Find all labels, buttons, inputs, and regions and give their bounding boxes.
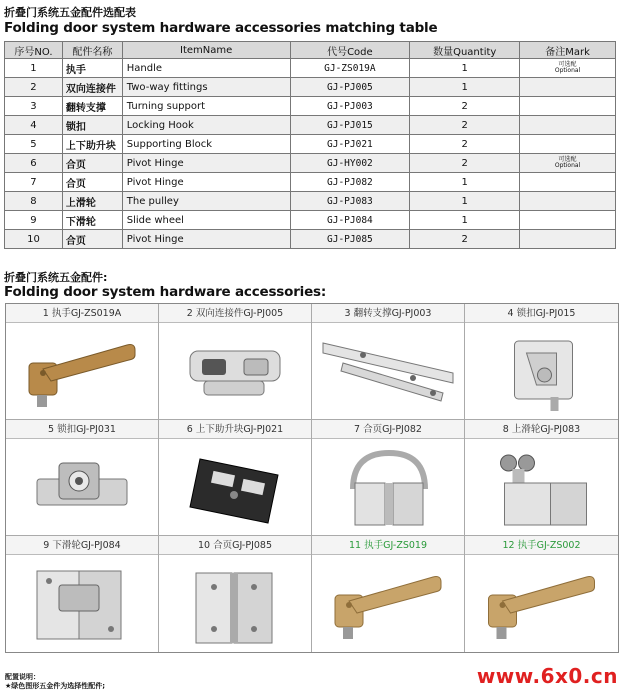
- cell-item-name: Handle: [122, 59, 290, 78]
- cell-mark: [520, 211, 616, 230]
- cell-code: GJ-PJ005: [290, 78, 410, 97]
- table-header: [5, 42, 616, 59]
- page-title-cn: 折叠门系统五金配件选配表: [4, 6, 136, 19]
- accessory-card: [6, 304, 159, 420]
- cell-item-name: Pivot Hinge: [122, 154, 290, 173]
- cell-item-name: The pulley: [122, 192, 290, 211]
- cell-quantity: 1: [410, 59, 520, 78]
- cell-cn-name: 执手: [62, 59, 122, 78]
- accessory-card: [6, 420, 159, 536]
- table-row: [5, 78, 616, 97]
- cell-code: GJ-PJ082: [290, 173, 410, 192]
- cell-cn-name: 合页: [62, 173, 122, 192]
- cell-quantity: 2: [410, 230, 520, 249]
- two-way-fitting-image-icon: [159, 323, 311, 419]
- cell-cn-name: 合页: [62, 230, 122, 249]
- header-col-quantity: 数量Quantity: [410, 42, 520, 59]
- cell-item-name: Turning support: [122, 97, 290, 116]
- cell-no: 8: [5, 192, 63, 211]
- accessory-caption: 12 执手GJ-ZS002: [465, 536, 618, 555]
- matching-table: [4, 41, 616, 249]
- table-row: [5, 192, 616, 211]
- accessory-caption: 6 上下助升块GJ-PJ021: [159, 420, 311, 439]
- cell-no: 10: [5, 230, 63, 249]
- accessory-card: [312, 420, 465, 536]
- table-row: [5, 154, 616, 173]
- notes-line: ★绿色图形五金件为选择性配件;: [5, 682, 106, 690]
- cell-code: GJ-PJ015: [290, 116, 410, 135]
- slide-wheel-image-icon: [6, 555, 158, 651]
- cell-mark: [520, 59, 616, 78]
- cell-item-name: Pivot Hinge: [122, 173, 290, 192]
- accessory-card: [159, 420, 312, 536]
- accessory-caption: 5 锁扣GJ-PJ031: [6, 420, 158, 439]
- accessories-title-cn: 折叠门系统五金配件:: [4, 271, 108, 284]
- cell-item-name: Slide wheel: [122, 211, 290, 230]
- header-col-cn-name: 配件名称: [62, 42, 122, 59]
- accessories-grid: [5, 303, 619, 653]
- cell-cn-name: 翻转支撑: [62, 97, 122, 116]
- table-body: [5, 59, 616, 249]
- cell-quantity: 2: [410, 116, 520, 135]
- table-row: [5, 59, 616, 78]
- cell-quantity: 2: [410, 97, 520, 116]
- cell-mark: [520, 173, 616, 192]
- accessory-card: [312, 536, 465, 652]
- header-col-mark: 备注Mark: [520, 42, 616, 59]
- accessory-card: [159, 536, 312, 652]
- cell-no: 1: [5, 59, 63, 78]
- config-notes: [5, 673, 105, 691]
- cell-quantity: 2: [410, 154, 520, 173]
- cell-code: GJ-PJ083: [290, 192, 410, 211]
- notes-title: 配置说明：: [5, 673, 40, 681]
- accessory-caption: 1 执手GJ-ZS019A: [6, 304, 158, 323]
- cell-no: 9: [5, 211, 63, 230]
- table-row: [5, 211, 616, 230]
- lock-image-icon: [6, 439, 158, 535]
- mark-cn: 可选配: [558, 156, 577, 163]
- accessories-title-en: Folding door system hardware accessories:: [4, 284, 327, 300]
- accessory-card: [465, 304, 618, 420]
- table-row: [5, 116, 616, 135]
- cell-code: GJ-PJ021: [290, 135, 410, 154]
- accessory-card: [465, 536, 618, 652]
- handle-image-icon: [465, 555, 618, 651]
- supporting-block-image-icon: [159, 439, 311, 535]
- accessory-caption: 7 合页GJ-PJ082: [312, 420, 464, 439]
- cell-mark: [520, 97, 616, 116]
- cell-no: 2: [5, 78, 63, 97]
- cell-quantity: 1: [410, 211, 520, 230]
- cell-cn-name: 上下助升块: [62, 135, 122, 154]
- cell-no: 4: [5, 116, 63, 135]
- cell-no: 6: [5, 154, 63, 173]
- cell-cn-name: 锁扣: [62, 116, 122, 135]
- cell-no: 5: [5, 135, 63, 154]
- header-col-code: 代号Code: [290, 42, 410, 59]
- accessory-caption: 2 双向连接件GJ-PJ005: [159, 304, 311, 323]
- table-row: [5, 173, 616, 192]
- cell-item-name: Locking Hook: [122, 116, 290, 135]
- cell-quantity: 1: [410, 78, 520, 97]
- pivot-hinge-image-icon: [312, 439, 464, 535]
- accessory-caption: 8 上滑轮GJ-PJ083: [465, 420, 618, 439]
- cell-cn-name: 下滑轮: [62, 211, 122, 230]
- cell-cn-name: 上滑轮: [62, 192, 122, 211]
- accessory-card: [6, 536, 159, 652]
- handle-image-icon: [6, 323, 158, 419]
- cell-cn-name: 合页: [62, 154, 122, 173]
- cell-code: GJ-ZS019A: [290, 59, 410, 78]
- accessory-card: [159, 304, 312, 420]
- table-row: [5, 230, 616, 249]
- accessory-card: [312, 304, 465, 420]
- cell-mark: [520, 116, 616, 135]
- mark-cn: 可选配: [558, 61, 577, 68]
- cell-mark: [520, 78, 616, 97]
- cell-item-name: Two-way fittings: [122, 78, 290, 97]
- cell-quantity: 2: [410, 135, 520, 154]
- pivot-hinge-image-icon: [159, 555, 311, 651]
- cell-code: GJ-HY002: [290, 154, 410, 173]
- cell-code: GJ-PJ003: [290, 97, 410, 116]
- watermark-text: www.6x0.cn: [476, 664, 618, 688]
- pulley-image-icon: [465, 439, 618, 535]
- accessory-caption: 10 合页GJ-PJ085: [159, 536, 311, 555]
- cell-mark: [520, 230, 616, 249]
- cell-no: 7: [5, 173, 63, 192]
- cell-no: 3: [5, 97, 63, 116]
- cell-code: GJ-PJ084: [290, 211, 410, 230]
- cell-item-name: Pivot Hinge: [122, 230, 290, 249]
- cell-mark: [520, 135, 616, 154]
- locking-hook-image-icon: [465, 323, 618, 419]
- header-col-no: 序号NO.: [5, 42, 63, 59]
- cell-quantity: 1: [410, 192, 520, 211]
- page-title-en: Folding door system hardware accessories matching table: [4, 20, 438, 36]
- header-col-item-name: ItemName: [122, 42, 290, 59]
- handle-image-icon: [312, 555, 464, 651]
- cell-code: GJ-PJ085: [290, 230, 410, 249]
- accessory-caption: 11 执手GJ-ZS019: [312, 536, 464, 555]
- cell-cn-name: 双向连接件: [62, 78, 122, 97]
- turning-support-image-icon: [312, 323, 464, 419]
- accessory-card: [465, 420, 618, 536]
- mark-en: Optional: [554, 67, 581, 74]
- table-row: [5, 97, 616, 116]
- cell-mark: [520, 154, 616, 173]
- cell-quantity: 1: [410, 173, 520, 192]
- cell-item-name: Supporting Block: [122, 135, 290, 154]
- accessory-caption: 3 翻转支撑GJ-PJ003: [312, 304, 464, 323]
- mark-en: Optional: [554, 162, 581, 169]
- accessory-caption: 9 下滑轮GJ-PJ084: [6, 536, 158, 555]
- cell-mark: [520, 192, 616, 211]
- accessory-caption: 4 锁扣GJ-PJ015: [465, 304, 618, 323]
- table-row: [5, 135, 616, 154]
